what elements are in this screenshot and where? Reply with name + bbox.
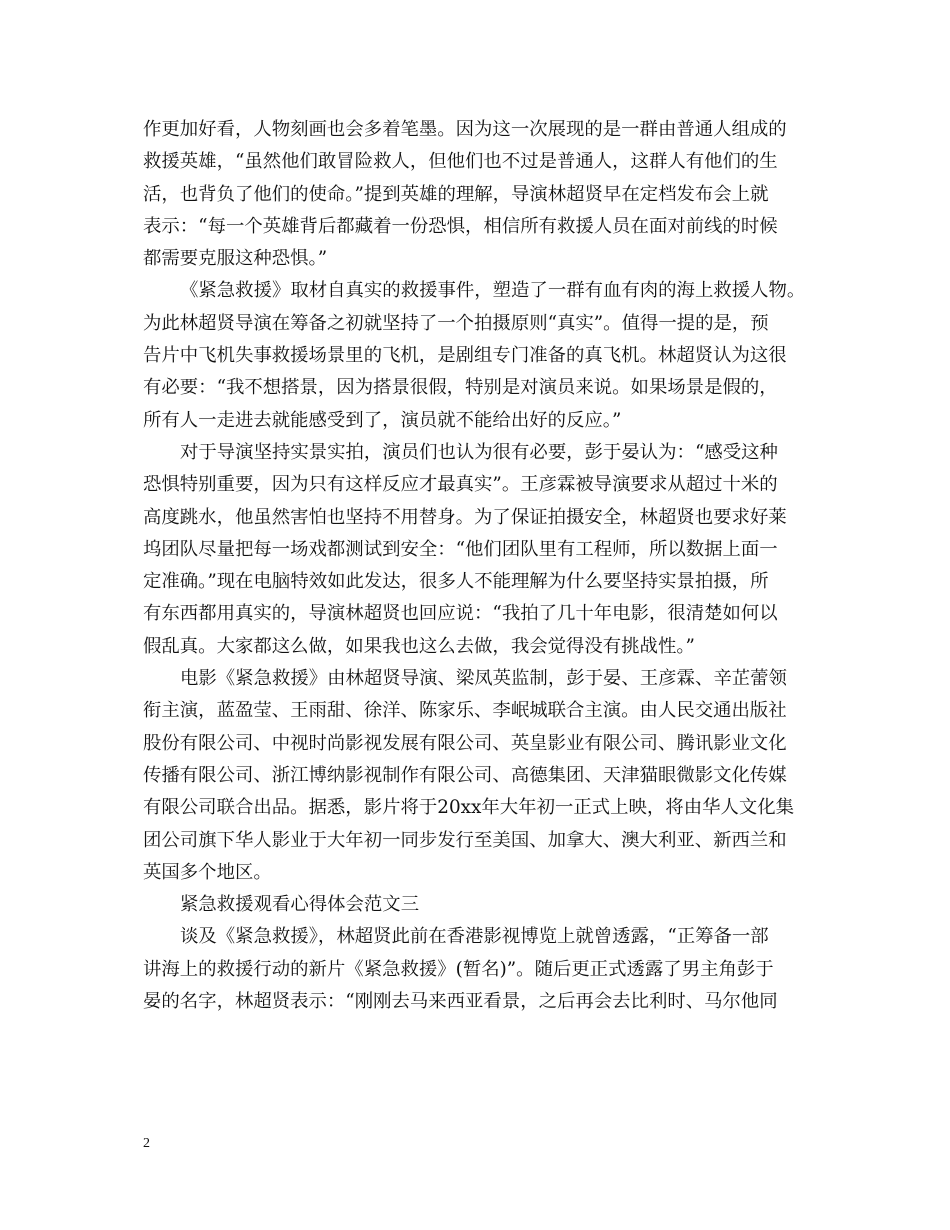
text-line: 紧急救援观看心得体会范文三: [180, 894, 420, 916]
text-line: 电影《紧急救援》由林超贤导演、梁凤英监制，彭于晏、王彦霖、辛芷蕾领: [180, 668, 787, 690]
text-line: 作更加好看，人物刻画也会多着笔墨。因为这一次展现的是一群由普通人组成的: [143, 119, 787, 140]
body-text: [143, 114, 823, 1018]
text-line: 救援英雄，“虽然他们敢冒险救人，但他们也不过是普通人，这群人有他们的生: [143, 151, 778, 173]
text-line: 衔主演，蓝盈莹、王雨甜、徐洋、陈家乐、李岷城联合主演。由人民交通出版社: [143, 700, 787, 722]
page-number: 2: [143, 1136, 150, 1151]
text-line: 团公司旗下华人影业于大年初一同步发行至美国、加拿大、澳大利亚、新西兰和: [143, 829, 787, 851]
text-line: 为此林超贤导演在筹备之初就坚持了一个拍摄原则“真实”。值得一提的是，预: [143, 312, 769, 334]
text-line: 坞团队尽量把每一场戏都测试到安全：“他们团队里有工程师，所以数据上面一: [143, 538, 778, 560]
text-line: 晏的名字，林超贤表示：“刚刚去马来西亚看景，之后再会去比利时、马尔他同: [143, 991, 778, 1013]
text-line: 《紧急救援》取材自真实的救援事件，塑造了一群有血有肉的海上救援人物。: [180, 280, 806, 302]
text-line: 假乱真。大家都这么做，如果我也这么去做，我会觉得没有挑战性。”: [143, 635, 695, 657]
text-line: 对于导演坚持实景实拍，演员们也认为很有必要，彭于晏认为：“感受这种: [180, 441, 778, 463]
text-line: 股份有限公司、中视时尚影视发展有限公司、英皇影业有限公司、腾讯影业文化: [143, 732, 787, 754]
text-line: 表示：“每一个英雄背后都藏着一份恐惧，相信所有救援人员在面对前线的时候: [143, 215, 778, 237]
text-line: 传播有限公司、浙江博纳影视制作有限公司、高德集团、天津猫眼微影文化传媒: [143, 764, 787, 786]
text-line: 定准确。”现在电脑特效如此发达，很多人不能理解为什么要坚持实景拍摄，所: [143, 571, 769, 593]
text-line: 都需要克服这种恐惧。”: [143, 248, 328, 270]
text-line: 所有人一走进去就能感受到了，演员就不能给出好的反应。”: [143, 409, 622, 431]
text-line: 有东西都用真实的，导演林超贤也回应说：“我拍了几十年电影，很清楚如何以: [143, 603, 778, 625]
text-line: 活，也背负了他们的使命。”提到英雄的理解，导演林超贤早在定档发布会上就: [143, 183, 769, 205]
text-line: 英国多个地区。: [143, 861, 272, 883]
text-line: 告片中飞机失事救援场景里的飞机，是剧组专门准备的真飞机。林超贤认为这很: [143, 345, 787, 367]
text-line: 有限公司联合出品。据悉，影片将于20xx年大年初一正式上映，将由华人文化集: [143, 797, 795, 819]
text-line: 讲海上的救援行动的新片《紧急救援》(暂名)”。随后更正式透露了男主角彭于: [143, 958, 774, 980]
text-line: 有必要：“我不想搭景，因为搭景很假，特别是对演员来说。如果场景是假的，: [143, 377, 778, 399]
text-line: 谈及《紧急救援》，林超贤此前在香港影视博览上就曾透露，“正筹备一部: [180, 926, 769, 948]
text-line: 高度跳水，他虽然害怕也坚持不用替身。为了保证拍摄安全，林超贤也要求好莱: [143, 506, 787, 528]
text-line: 恐惧特别重要，因为只有这样反应才最真实”。王彦霖被导演要求从超过十米的: [143, 474, 778, 496]
